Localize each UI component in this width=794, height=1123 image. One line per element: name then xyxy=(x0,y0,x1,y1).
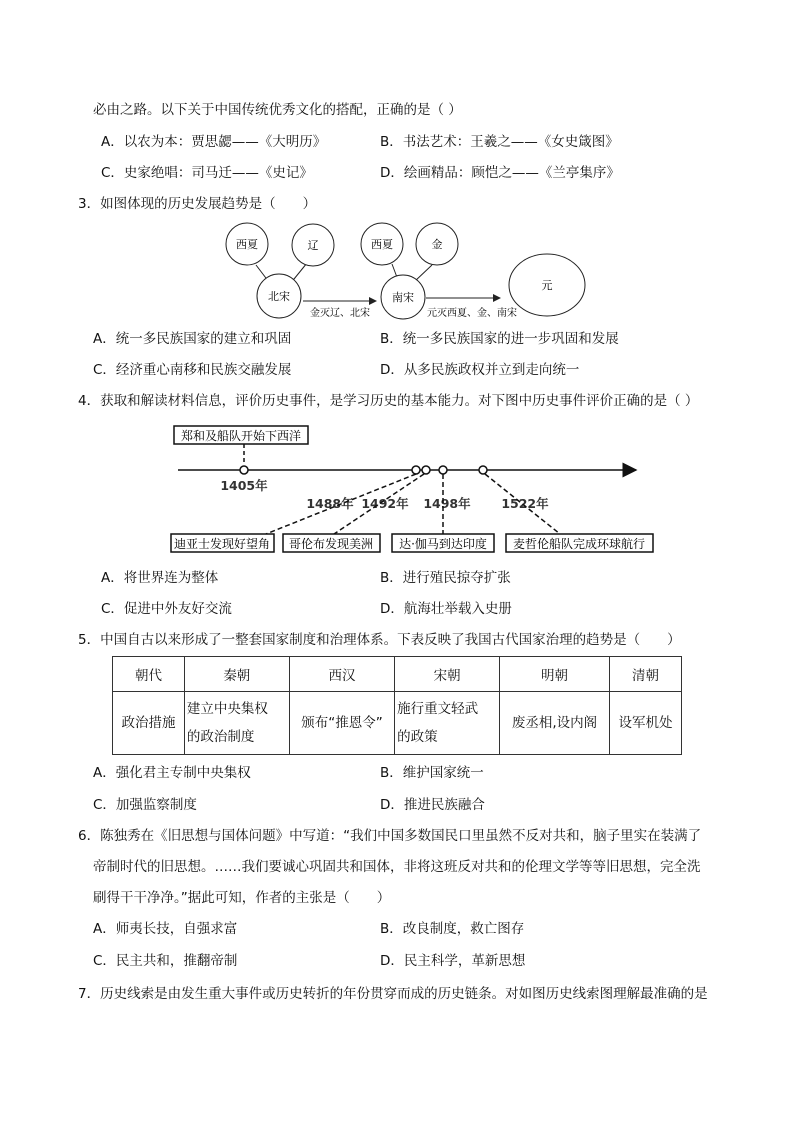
node-label-liao: 辽 xyxy=(307,239,319,252)
q5-stem: 5．中国自古以来形成了一整套国家制度和治理体系。下表反映了我国古代国家治理的趋势是（ ） xyxy=(78,632,681,648)
q4-option-c: C．促进中外友好交流 xyxy=(101,601,232,617)
q6-option-c: C．民主共和，推翻帝制 xyxy=(93,953,238,969)
arrow2-label: 元灭西夏、金、南宋 xyxy=(427,308,517,319)
q6-option-a: A．师夷长技，自强求富 xyxy=(93,921,238,937)
node-label-nansong: 南宋 xyxy=(392,291,414,304)
year-1488: 1488年 xyxy=(306,496,354,511)
q5-option-a: A．强化君主专制中央集权 xyxy=(93,765,251,781)
table-cell-qing: 设军机处 xyxy=(610,692,682,755)
q2-option-c: C．史家绝唱：司马迁——《史记》 xyxy=(101,165,313,181)
q6-option-b: B．改良制度，救亡图存 xyxy=(380,921,525,937)
table-header: 西汉 xyxy=(289,657,394,692)
q4-option-b: B．进行殖民掠夺扩张 xyxy=(380,570,511,586)
q3-option-b: B．统一多民族国家的进一步巩固和发展 xyxy=(380,331,619,347)
node-label-xixia-2: 西夏 xyxy=(371,238,393,251)
q2-stem: 必由之路。以下关于中国传统优秀文化的搭配，正确的是（ ） xyxy=(93,102,462,118)
q4-stem: 4．获取和解读材料信息，评价历史事件，是学习历史的基本能力。对下图中历史事件评价正确的是（ ） xyxy=(78,393,699,409)
q4-option-a: A．将世界连为整体 xyxy=(101,570,219,586)
q5-table xyxy=(112,656,682,755)
table-cell-song: 施行重文轻武 的政策 xyxy=(395,692,500,755)
q2-option-d: D．绘画精品：顾恺之——《兰亭集序》 xyxy=(380,165,620,181)
top-event-label: 郑和及船队开始下西洋 xyxy=(180,429,302,443)
table-row-label: 政治措施 xyxy=(113,692,185,755)
q4-timeline xyxy=(0,0,794,560)
node-label-beisong: 北宋 xyxy=(268,290,290,303)
q3-option-a: A．统一多民族国家的建立和巩固 xyxy=(93,331,292,347)
arrow1-label: 金灭辽、北宋 xyxy=(310,308,370,319)
node-label-jin: 金 xyxy=(431,238,443,251)
table-header: 朝代 xyxy=(113,657,185,692)
q6-stem-line-2: 帝制时代的旧思想。……我们要诚心巩固共和国体，非将这班反对共和的伦理文学等等旧思想，完全洗 xyxy=(93,859,701,875)
event-dias: 迪亚士发现好望角 xyxy=(173,537,271,551)
table-header: 明朝 xyxy=(500,657,610,692)
table-header: 清朝 xyxy=(610,657,682,692)
q5-option-c: C．加强监察制度 xyxy=(93,797,197,813)
q6-stem-line-3: 刷得干干净净。”据此可知，作者的主张是（ ） xyxy=(93,890,391,906)
q6-option-d: D．民主科学，革新思想 xyxy=(380,953,526,969)
table-header: 秦朝 xyxy=(184,657,289,692)
event-gama: 达·伽马到达印度 xyxy=(399,537,487,551)
q7-stem: 7．历史线索是由发生重大事件或历史转折的年份贯穿而成的历史链条。对如图历史线索图理解最准确的是 xyxy=(78,986,708,1002)
table-cell-qin: 建立中央集权 的政治制度 xyxy=(184,692,289,755)
node-label-xixia-1: 西夏 xyxy=(236,238,258,251)
q5-option-b: B．维护国家统一 xyxy=(380,765,484,781)
event-columbus: 哥伦布发现美洲 xyxy=(288,537,374,551)
q3-option-c: C．经济重心南移和民族交融发展 xyxy=(93,362,292,378)
q3-stem: 3．如图体现的历史发展趋势是（ ） xyxy=(78,196,317,212)
q6-stem-line-1: 6．陈独秀在《旧思想与国体问题》中写道：“我们中国多数国民口里虽然不反对共和，脑子里实在装满了 xyxy=(78,828,702,844)
year-1522: 1522年 xyxy=(501,496,549,511)
top-year-label: 1405年 xyxy=(220,478,268,493)
year-1498: 1498年 xyxy=(423,496,471,511)
table-header: 宋朝 xyxy=(395,657,500,692)
q4-option-d: D．航海壮举载入史册 xyxy=(380,601,512,617)
year-1492: 1492年 xyxy=(361,496,409,511)
event-magellan: 麦哲伦船队完成环球航行 xyxy=(512,537,646,551)
table-cell-ming: 废丞相,设内阁 xyxy=(500,692,610,755)
q2-option-a: A．以农为本：贾思勰——《大明历》 xyxy=(101,134,327,150)
q2-option-b: B．书法艺术：王羲之——《女史箴图》 xyxy=(380,134,619,150)
node-label-yuan: 元 xyxy=(541,279,553,292)
q5-option-d: D．推进民族融合 xyxy=(380,797,485,813)
q3-option-d: D．从多民族政权并立到走向统一 xyxy=(380,362,580,378)
table-cell-xihan: 颁布“推恩令” xyxy=(289,692,394,755)
